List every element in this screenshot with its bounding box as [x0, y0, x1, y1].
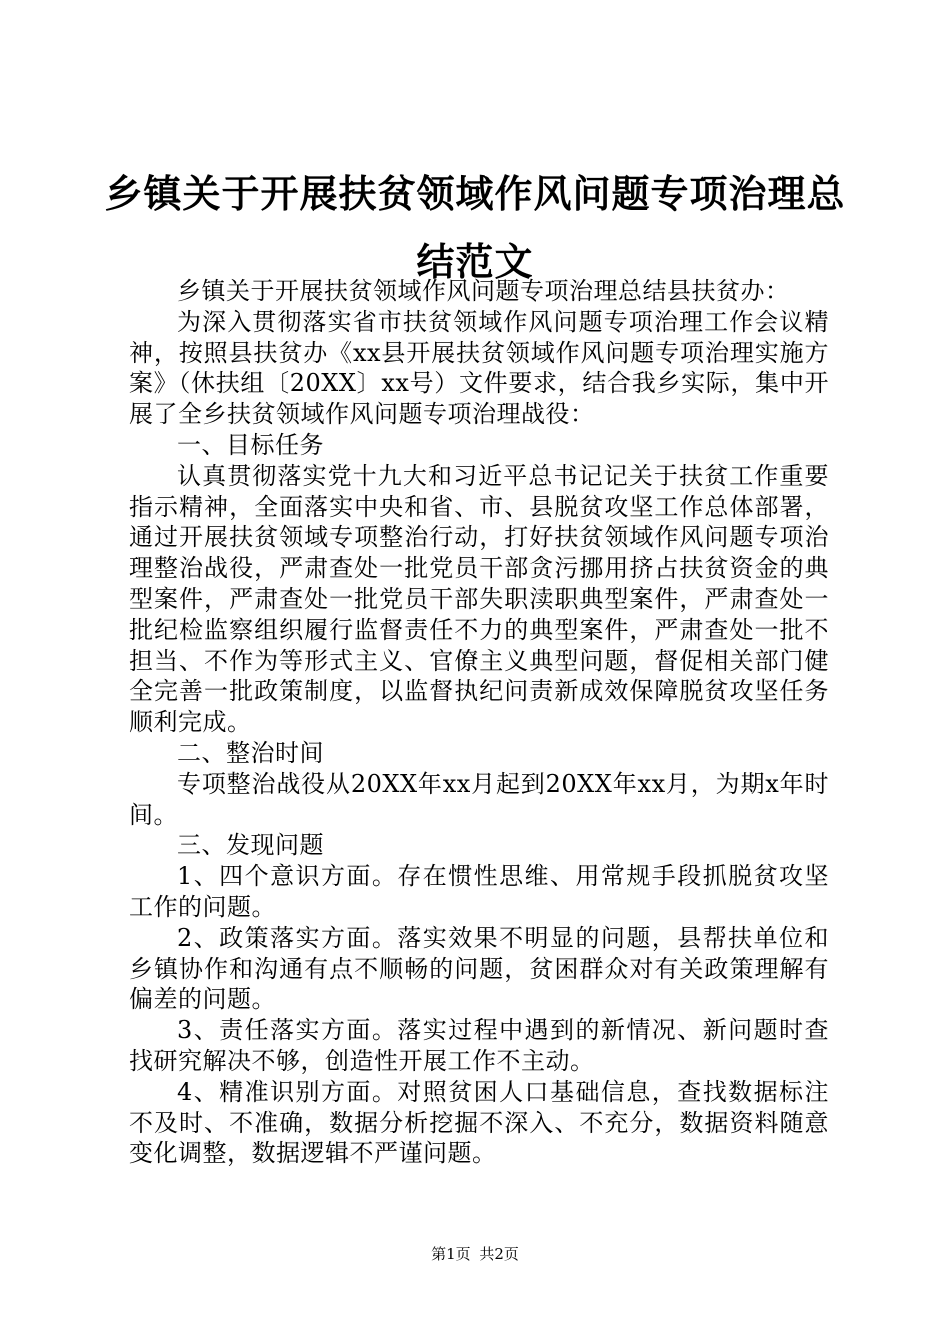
page-number: 第1页	[431, 1245, 471, 1263]
problem-item-3: 3、责任落实方面。落实过程中遇到的新情况、新问题时查找研究解决不够，创造性开展工作不主动。	[129, 1016, 829, 1075]
problem-item-1: 1、四个意识方面。存在惯性思维、用常规手段抓脱贫攻坚工作的问题。	[129, 862, 829, 921]
salutation-paragraph: 乡镇关于开展扶贫领域作风问题专项治理总结县扶贫办：	[177, 277, 790, 305]
section-heading-time: 二、整治时间	[177, 738, 324, 767]
problem-item-4: 4、精准识别方面。对照贫困人口基础信息，查找数据标注不及时、不准确，数据分析挖掘不深入、不充分，数据资料随意变化调整，数据逻辑不严谨问题。	[129, 1077, 829, 1168]
page-footer	[0, 1244, 950, 1264]
document-body	[129, 276, 829, 1169]
page-total: 共2页	[479, 1245, 519, 1263]
problem-item-2: 2、政策落实方面。落实效果不明显的问题，县帮扶单位和乡镇协作和沟通有点不顺畅的问题，贫困群众对有关政策理解有偏差的问题。	[129, 923, 829, 1014]
time-paragraph: 专项整治战役从20XX年xx月起到20XX年xx月，为期x年时间。	[129, 769, 829, 829]
goals-paragraph: 认真贯彻落实党十九大和习近平总书记记关于扶贫工作重要指示精神，全面落实中央和省、市、县脱贫攻坚工作总体部署，通过开展扶贫领域专项整治行动，打好扶贫领域作风问题专项治理整治战役，严肃查处一批党员干部贪污挪用挤占扶贫资金的典型案件，严肃查处一批党员干部失职渎职典型案件，严肃查处一批纪检监察组织履行监督责任不力的典型案件，严肃查处一批不担当、不作为等形式主义、官僚主义典型问题，督促相关部门健全完善一批政策制度，以监督执纪问责新成效保障脱贫攻坚任务顺利完成。	[129, 461, 829, 737]
section-heading-problems: 三、发现问题	[177, 831, 324, 860]
document-title: 乡镇关于开展扶贫领域作风问题专项治理总结范文	[104, 171, 846, 284]
intro-paragraph: 为深入贯彻落实省市扶贫领域作风问题专项治理工作会议精神，按照县扶贫办《xx县开展扶贫领域作风问题专项治理实施方案》（休扶组〔20XX〕xx号）文件要求，结合我乡实际，集中开展了全乡扶贫领域作风问题专项治理战役：	[129, 307, 829, 429]
section-heading-goals: 一、目标任务	[177, 430, 324, 459]
